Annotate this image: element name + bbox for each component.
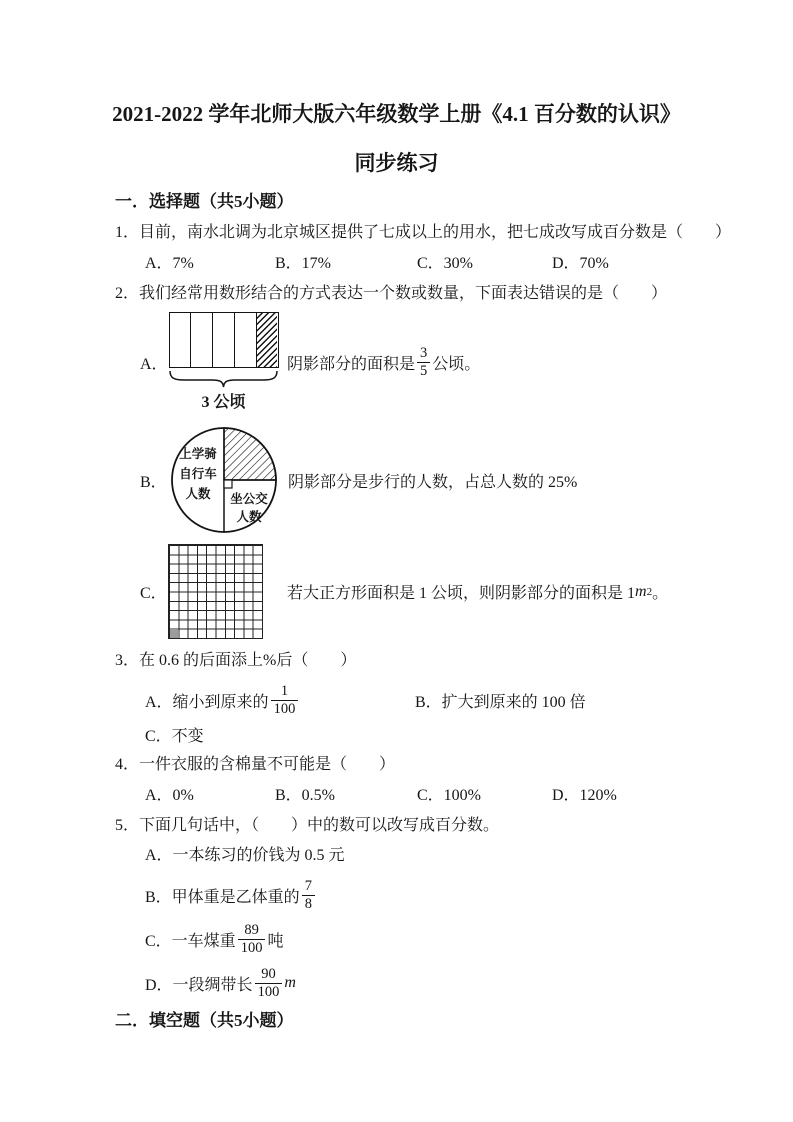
- bar-diagram: [169, 312, 279, 368]
- bar-segment: [213, 313, 235, 367]
- fraction: [271, 683, 299, 717]
- fraction-denominator: 100: [271, 700, 299, 718]
- q5-option-d-text: D．一段绸带长: [145, 976, 253, 994]
- fraction-denominator: 8: [302, 895, 315, 913]
- option-label-a: A．: [140, 355, 168, 373]
- figure-c-desc-before: 若大正方形面积是 1 公顷，则阴影部分的面积是 1: [287, 585, 636, 602]
- question-1-text: 1．目前，南水北调为北京城区提供了七成以上的用水，把七成改写成百分数是（ ）: [115, 224, 732, 241]
- q1-option-d: D．70%: [552, 255, 609, 272]
- question-4-options: [145, 785, 793, 806]
- q3-option-b: B．扩大到原来的 100 倍: [415, 693, 586, 711]
- doc-title-line1: 2021-2022 学年北师大版六年级数学上册《4.1 百分数的认识》: [112, 102, 681, 126]
- grid-diagram: [168, 544, 263, 639]
- q5-option-a: A．一本练习的价钱为 0.5 元: [145, 847, 345, 864]
- right-angle-marker: [224, 480, 232, 488]
- q3-option-a: [145, 683, 415, 717]
- q5-option-b: [145, 874, 793, 916]
- section-two-header: 二．填空题（共5小题）: [115, 1011, 294, 1030]
- bar-segment: [170, 313, 192, 367]
- fraction: [417, 345, 430, 379]
- question-5-text: 5．下面几句话中，（ ）中的数可以改写成百分数。: [115, 817, 500, 834]
- q3-option-a-text: A．缩小到原来的: [145, 693, 269, 711]
- pie-chart-diagram: [168, 426, 280, 534]
- bar-segment: [235, 313, 257, 367]
- q1-option-c: C．30%: [417, 255, 474, 272]
- figure-b-description: 阴影部分是步行的人数，占总人数的 25%: [288, 473, 578, 491]
- q3-option-c: C．不变: [145, 728, 204, 745]
- bar-caption: 3 公顷: [201, 394, 246, 411]
- figure-a-desc-after: 公顷。: [432, 355, 481, 373]
- q5-option-c: [145, 918, 793, 960]
- pie-left-label-line3: 人数: [185, 487, 211, 501]
- question-2-option-c: [140, 544, 793, 639]
- q1-option-b: B．17%: [275, 255, 332, 272]
- q4-option-b: B．0.5%: [275, 787, 336, 804]
- question-3-options-row: [145, 679, 793, 721]
- fraction: [238, 922, 266, 956]
- q5-option-c-text: C．一车煤重: [145, 932, 236, 950]
- fraction: [255, 966, 283, 1000]
- option-label-c: C．: [140, 585, 167, 602]
- bar-figure: [168, 312, 279, 412]
- fraction-numerator: 3: [420, 344, 428, 361]
- option-label-b: B．: [140, 473, 167, 491]
- grid-shaded-cell: [170, 629, 179, 638]
- q4-option-d: D．120%: [552, 787, 617, 804]
- fraction-denominator: 100: [255, 983, 283, 1001]
- unit-superscript: 2: [646, 585, 653, 598]
- fraction-denominator: 100: [238, 939, 266, 957]
- fraction-numerator: 1: [280, 682, 289, 699]
- q4-option-a: A．0%: [145, 787, 194, 804]
- figure-a-description: [287, 345, 480, 379]
- q5-option-c-unit: 吨: [267, 932, 284, 950]
- fraction-numerator: 7: [304, 877, 312, 894]
- figure-a-desc-before: 阴影部分的面积是: [287, 355, 416, 373]
- question-3-text: 3．在 0.6 的后面添上%后（ ）: [115, 652, 357, 669]
- question-1-options: [145, 253, 793, 274]
- figure-c-desc-after: 。: [652, 585, 669, 602]
- pie-left-label-line2: 自行车: [179, 467, 217, 481]
- pie-left-label-line1: 上学骑: [179, 447, 217, 461]
- q4-option-c: C．100%: [417, 787, 482, 804]
- question-2-option-b: [140, 426, 793, 534]
- q1-option-a: A．7%: [145, 255, 194, 272]
- hatched-quadrant: [224, 428, 276, 480]
- bar-segment: [191, 313, 213, 367]
- section-one-header: 一．选择题（共5小题）: [115, 192, 294, 211]
- q5-option-d-unit: m: [284, 974, 296, 991]
- fraction: [302, 878, 315, 912]
- q5-option-b-text: B．甲体重是乙体重的: [145, 888, 300, 906]
- question-2-text: 2．我们经常用数形结合的方式表达一个数或数量，下面表达错误的是（ ）: [115, 285, 668, 302]
- question-2-option-a: [140, 312, 793, 412]
- fraction-denominator: 5: [417, 362, 430, 380]
- pie-bottom-right-label-line2: 人数: [236, 510, 262, 524]
- fraction-numerator: 89: [244, 921, 259, 938]
- bar-segment-hatched: [257, 313, 278, 367]
- q5-option-d: [145, 962, 793, 1004]
- fraction-numerator: 90: [261, 965, 276, 982]
- pie-bottom-right-label-line1: 坐公交: [230, 492, 268, 506]
- figure-c-description: [287, 580, 668, 603]
- doc-title-line2: 同步练习: [354, 151, 439, 175]
- unit-m: m: [635, 582, 647, 600]
- curly-brace-icon: [168, 369, 279, 388]
- question-4-text: 4．一件衣服的含棉量不可能是（ ）: [115, 756, 396, 773]
